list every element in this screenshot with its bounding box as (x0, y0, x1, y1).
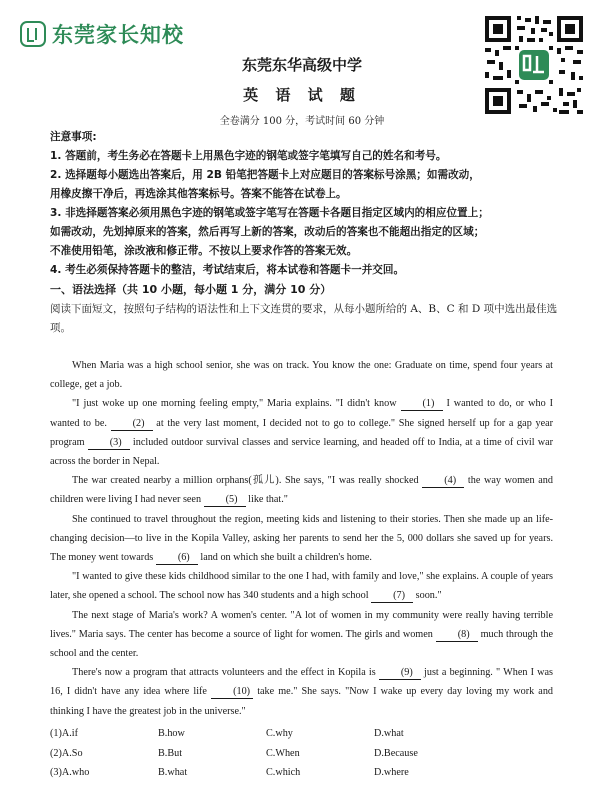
option-3b[interactable]: B.what (158, 767, 188, 779)
answer-blank-5[interactable]: (5) (204, 494, 246, 507)
notes-heading: 注意事项: (50, 131, 97, 143)
text: soon." (415, 590, 442, 602)
text: I wanted to do, or who I wanted to be. (50, 398, 553, 429)
text: take me." She says. "Now I wake up every day loving my work and thinking I have the greatest job in the universe." (50, 686, 554, 717)
exam-title: 英 语 试 题 (243, 86, 361, 104)
school-name: 东莞东华高级中学 (241, 56, 362, 74)
answer-blank-3[interactable]: (3) (88, 437, 130, 450)
answer-blank-1[interactable]: (1) (401, 398, 443, 411)
section-intro-line: 项。 (50, 322, 71, 334)
brand-logo (20, 18, 184, 50)
paragraph-7 (50, 663, 553, 721)
notes-line: 3. 非选择题答案必须用黑色字迹的钢笔或签字笔写在答题卡各题目指定区域内的相应位置上； (50, 207, 489, 219)
section-title: 一、语法选择（共 10 小题，每小题 1 分，满分 10 分） (50, 283, 332, 296)
option-3d[interactable]: D.where (374, 767, 409, 779)
text: She continued to travel throughout the region, meeting kids and listening to their stories. Then she made up an life-changing decision—to live in the Kopila Valley, asking her parents to send her the 5, 000 dollars she saved up for years. The money went towards (50, 513, 553, 564)
paragraph-2 (50, 394, 553, 471)
option-3c[interactable]: C.which (266, 767, 301, 779)
text: The war created nearby a million orphans(孤儿). She says, "I was really shocked (72, 475, 419, 487)
answer-blank-10[interactable]: (10) (211, 686, 253, 699)
notes-line: 用橡皮擦干净后，再选涂其他答案标号。答案不能答在试卷上。 (50, 188, 347, 200)
option-1a[interactable]: (1)A.if (50, 728, 79, 740)
text: at the very last moment, I decided not to go to college." She signed herself up for a gap year program (50, 417, 554, 448)
notes-line: 如需改动，先划掉原来的答案，然后再写上新的答案，改动后的答案也不能超出指定的区域； (50, 226, 485, 238)
answer-blank-2[interactable]: (2) (111, 418, 153, 431)
text: The next stage of Maria's work? A women's center. "A lot of women in my community were really having terrible lives." Maria says. The center has become a source of light for women. The girls and women (50, 609, 553, 640)
answer-blank-8[interactable]: (8) (436, 629, 478, 642)
option-2c[interactable]: C.When (266, 747, 300, 759)
option-1d[interactable]: D.what (374, 728, 404, 740)
notes-block (50, 128, 560, 280)
option-row-1 (50, 724, 570, 744)
text: much through the school and the center. (50, 628, 554, 660)
exam-subtitle: 全卷满分 100 分，考试时间 60 分钟 (219, 116, 385, 127)
notes-line: 4. 考生必须保持答题卡的整洁，考试结束后，将本试卷和答题卡一并交回。 (50, 264, 405, 276)
section-intro-line: 阅读下面短文，按照句子结构的语法性和上下文连贯的要求，从每小题所给的 A、B、C 和 D 项中选出最佳选 (50, 303, 558, 315)
text: like that." (248, 494, 288, 506)
answer-blank-9[interactable]: (9) (379, 667, 421, 680)
notes-line: 不准使用铅笔，涂改液和修正带。不按以上要求作答的答案无效。 (50, 245, 358, 257)
text: land on which she built a children's home. (200, 552, 372, 564)
text: "I just woke up one morning feeling empty," Maria explains. "I didn't know (72, 398, 397, 410)
answer-blank-7[interactable]: (7) (371, 590, 413, 603)
option-row-3 (50, 763, 570, 783)
logo-icon (20, 21, 46, 47)
text: There's now a program that attracts volunteers and the effect in Kopila is (72, 667, 376, 679)
option-1b[interactable]: B.how (158, 728, 185, 740)
option-1c[interactable]: C.why (266, 728, 293, 740)
paragraph-3 (50, 471, 553, 509)
notes-line: 1. 答题前，考生务必在答题卡上用黑色字迹的钢笔或签字笔填写自己的姓名和考号。 (50, 150, 447, 162)
reading-passage (50, 356, 553, 721)
options-table (50, 724, 570, 783)
paragraph-4 (50, 510, 553, 568)
section-intro (50, 300, 562, 338)
text: "I wanted to give these kids childhood similar to the one I had, with family and love," she explains. A couple of years later, she opened a school. The school now has 340 students and a high school (50, 571, 553, 602)
option-3a[interactable]: (3)A.who (50, 767, 90, 779)
logo-text: 东莞家长知校 (52, 23, 184, 47)
option-2b[interactable]: B.But (158, 747, 183, 759)
paragraph-5 (50, 567, 553, 605)
paragraph-6 (50, 606, 553, 664)
text: the way women and children were living I had never seen (50, 475, 553, 506)
option-2a[interactable]: (2)A.So (50, 747, 83, 759)
text: just a beginning. " When I was 16, I didn't have any idea where life (50, 667, 554, 698)
option-2d[interactable]: D.Because (374, 747, 418, 759)
option-row-2 (50, 744, 570, 764)
answer-blank-4[interactable]: (4) (422, 475, 464, 488)
text: included outdoor survival classes and service learning, and headed off to India, at a time of civil war across the border in Nepal. (50, 436, 554, 468)
paragraph-1: When Maria was a high school senior, she was on track. You know the one: Graduate on time, spend four years at college, get a job. (50, 360, 553, 391)
notes-line: 2. 选择题每小题选出答案后，用 2B 铅笔把答题卡上对应题目的答案标号涂黑；如需改动， (50, 169, 480, 181)
answer-blank-6[interactable]: (6) (156, 552, 198, 565)
